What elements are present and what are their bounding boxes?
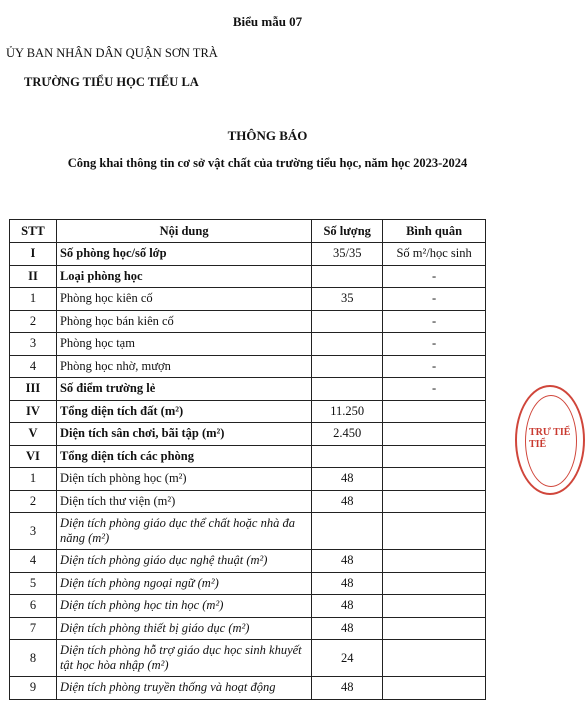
row-average: - — [383, 355, 486, 378]
row-quantity: 48 — [312, 550, 383, 573]
row-content: Tổng diện tích đất (m²) — [56, 400, 311, 423]
row-content: Tổng diện tích các phòng — [56, 445, 311, 468]
table-row — [10, 468, 486, 491]
table-row — [10, 243, 486, 266]
row-quantity: 24 — [312, 640, 383, 677]
row-stt: 7 — [10, 617, 57, 640]
row-quantity — [312, 265, 383, 288]
row-content: Số điểm trường lẻ — [56, 378, 311, 401]
row-quantity: 48 — [312, 490, 383, 513]
row-stt: V — [10, 423, 57, 446]
notice-subtitle: Công khai thông tin cơ sở vật chất của trường tiểu học, năm học 2023-2024 — [67, 156, 468, 170]
school-name: TRƯỜNG TIỂU HỌC TIỂU LA — [24, 75, 199, 89]
row-average — [383, 468, 486, 491]
row-stt: 1 — [10, 468, 57, 491]
row-quantity — [312, 513, 383, 550]
row-quantity: 2.450 — [312, 423, 383, 446]
row-average: - — [383, 310, 486, 333]
row-average — [383, 445, 486, 468]
row-quantity: 35 — [312, 288, 383, 311]
seal-text: TRƯ TIỂ TIỂ — [529, 427, 571, 450]
form-number: Biểu mẫu 07 — [232, 14, 303, 29]
row-stt: II — [10, 265, 57, 288]
header-content: Nội dung — [56, 220, 311, 243]
table-row — [10, 617, 486, 640]
row-content: Số phòng học/số lớp — [56, 243, 311, 266]
row-average — [383, 513, 486, 550]
header-quantity: Số lượng — [312, 220, 383, 243]
table-row — [10, 490, 486, 513]
row-average — [383, 423, 486, 446]
row-stt: IV — [10, 400, 57, 423]
row-content: Diện tích phòng học (m²) — [56, 468, 311, 491]
row-average: - — [383, 265, 486, 288]
row-stt: 5 — [10, 572, 57, 595]
row-content: Diện tích phòng giáo dục nghệ thuật (m²) — [56, 550, 311, 573]
row-stt: 3 — [10, 513, 57, 550]
table-row — [10, 677, 486, 700]
table-row — [10, 355, 486, 378]
row-average: - — [383, 333, 486, 356]
table-row — [10, 550, 486, 573]
table-row — [10, 423, 486, 446]
row-content: Phòng học kiên cố — [56, 288, 311, 311]
table-row — [10, 400, 486, 423]
table-row — [10, 572, 486, 595]
row-quantity — [312, 333, 383, 356]
row-content: Diện tích phòng ngoại ngữ (m²) — [56, 572, 311, 595]
row-quantity: 48 — [312, 468, 383, 491]
row-stt: 3 — [10, 333, 57, 356]
row-content: Diện tích phòng thiết bị giáo dục (m²) — [56, 617, 311, 640]
row-average — [383, 640, 486, 677]
table-row — [10, 288, 486, 311]
table-row — [10, 333, 486, 356]
school-seal — [515, 385, 585, 495]
row-quantity: 35/35 — [312, 243, 383, 266]
row-quantity — [312, 378, 383, 401]
header-stt: STT — [10, 220, 57, 243]
row-content: Phòng học bán kiên cố — [56, 310, 311, 333]
row-stt: 6 — [10, 595, 57, 618]
row-stt: III — [10, 378, 57, 401]
row-content: Diện tích thư viện (m²) — [56, 490, 311, 513]
row-quantity: 48 — [312, 595, 383, 618]
row-quantity — [312, 445, 383, 468]
row-quantity: 48 — [312, 572, 383, 595]
row-content: Diện tích phòng giáo dục thể chất hoặc nhà đa năng (m²) — [56, 513, 311, 550]
row-content: Phòng học nhờ, mượn — [56, 355, 311, 378]
row-stt: 9 — [10, 677, 57, 700]
row-stt: 8 — [10, 640, 57, 677]
row-quantity: 48 — [312, 677, 383, 700]
row-content: Phòng học tạm — [56, 333, 311, 356]
row-average: - — [383, 378, 486, 401]
organization-name: ỦY BAN NHÂN DÂN QUẬN SƠN TRÀ — [6, 46, 218, 60]
table-row — [10, 378, 486, 401]
row-average: - — [383, 288, 486, 311]
table-row — [10, 445, 486, 468]
row-quantity — [312, 310, 383, 333]
row-stt: 4 — [10, 355, 57, 378]
row-content: Diện tích phòng hỗ trợ giáo dục học sinh khuyết tật học hòa nhập (m²) — [56, 640, 311, 677]
row-average — [383, 617, 486, 640]
row-average — [383, 490, 486, 513]
table-header-row — [10, 220, 486, 243]
row-stt: VI — [10, 445, 57, 468]
row-average: Số m²/học sinh — [383, 243, 486, 266]
row-content: Diện tích sân chơi, bãi tập (m²) — [56, 423, 311, 446]
row-content: Diện tích phòng truyền thống và hoạt động — [56, 677, 311, 700]
notice-title: THÔNG BÁO — [227, 128, 308, 143]
table-row — [10, 265, 486, 288]
row-content: Loại phòng học — [56, 265, 311, 288]
row-stt: 1 — [10, 288, 57, 311]
row-average — [383, 572, 486, 595]
row-average — [383, 677, 486, 700]
facilities-table — [9, 219, 486, 700]
row-average — [383, 595, 486, 618]
row-quantity — [312, 355, 383, 378]
table-row — [10, 310, 486, 333]
header-average: Bình quân — [383, 220, 486, 243]
row-content: Diện tích phòng học tin học (m²) — [56, 595, 311, 618]
row-stt: 2 — [10, 310, 57, 333]
row-average — [383, 550, 486, 573]
table-row — [10, 640, 486, 677]
row-stt: 2 — [10, 490, 57, 513]
row-quantity: 48 — [312, 617, 383, 640]
row-average — [383, 400, 486, 423]
row-stt: I — [10, 243, 57, 266]
row-stt: 4 — [10, 550, 57, 573]
table-row — [10, 513, 486, 550]
row-quantity: 11.250 — [312, 400, 383, 423]
table-row — [10, 595, 486, 618]
